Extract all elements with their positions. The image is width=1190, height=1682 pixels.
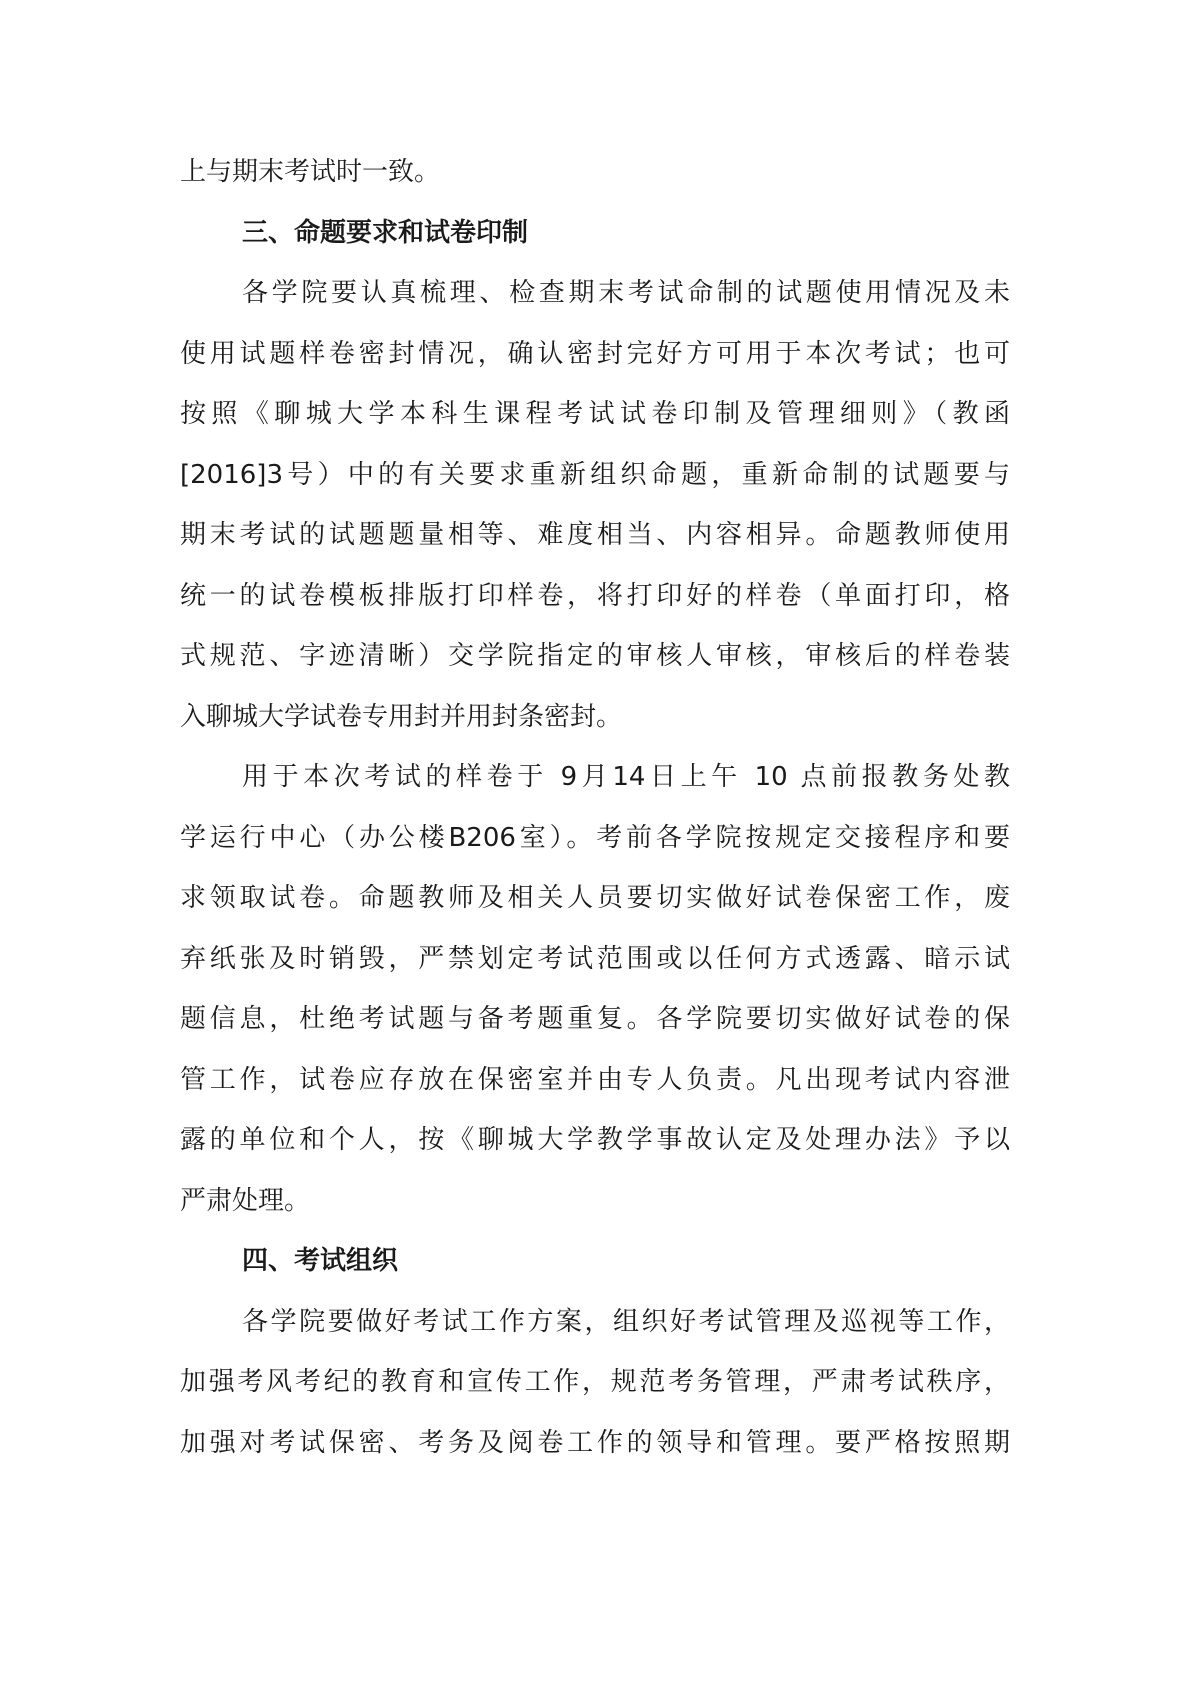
body-line: 管工作，试卷应存放在保密室并由专人负责。凡出现考试内容泄 (180, 1064, 1010, 1095)
body-line: 使用试题样卷密封情况，确认密封完好方可用于本次考试；也可 (180, 338, 1010, 369)
body-line: 露的单位和个人，按《聊城大学教学事故认定及处理办法》予以 (180, 1125, 1010, 1155)
body-line: 式规范、字迹清晰）交学院指定的审核人审核，审核后的样卷装 (180, 641, 1010, 671)
body-line: 加强对考试保密、考务及阅卷工作的领导和管理。要严格按照期 (180, 1427, 1010, 1458)
body-line: 各学院要认真梳理、检查期末考试命制的试题使用情况及未 (242, 278, 1010, 308)
body-line: 期末考试的试题题量相等、难度相当、内容相异。命题教师使用 (180, 520, 1010, 550)
body-line: 上与期末考试时一致。 (180, 157, 441, 187)
body-line: 严肃处理。 (180, 1185, 311, 1216)
body-line: 题信息，杜绝考试题与备考题重复。各学院要切实做好试卷的保 (180, 1004, 1010, 1034)
body-line: 统一的试卷模板排版打印样卷，将打印好的样卷（单面打印，格 (180, 580, 1010, 611)
body-line: 入聊城大学试卷专用封并用封条密封。 (180, 701, 623, 732)
body-line: 加强考风考纪的教育和宣传工作，规范考务管理，严肃考试秩序， (180, 1367, 1010, 1397)
document-body (180, 142, 1010, 1473)
body-line: 各学院要做好考试工作方案，组织好考试管理及巡视等工作， (242, 1306, 1010, 1337)
section-heading-3: 三、命题要求和试卷印制 (242, 217, 529, 248)
body-line: 按照《聊城大学本科生课程考试试卷印制及管理细则》（教函 (180, 399, 1010, 429)
body-line: [2016]3号）中的有关要求重新组织命题，重新命制的试题要与 (180, 459, 1010, 490)
body-line: 用于本次考试的样卷于 9月14日上午 10 点前报教务处教 (242, 762, 1010, 792)
body-line: 求领取试卷。命题教师及相关人员要切实做好试卷保密工作，废 (180, 883, 1010, 913)
body-line: 弃纸张及时销毁，严禁划定考试范围或以任何方式透露、暗示试 (180, 943, 1010, 974)
body-line: 学运行中心（办公楼B206室）。考前各学院按规定交接程序和要 (180, 822, 1010, 853)
section-heading-4: 四、考试组织 (242, 1246, 399, 1276)
